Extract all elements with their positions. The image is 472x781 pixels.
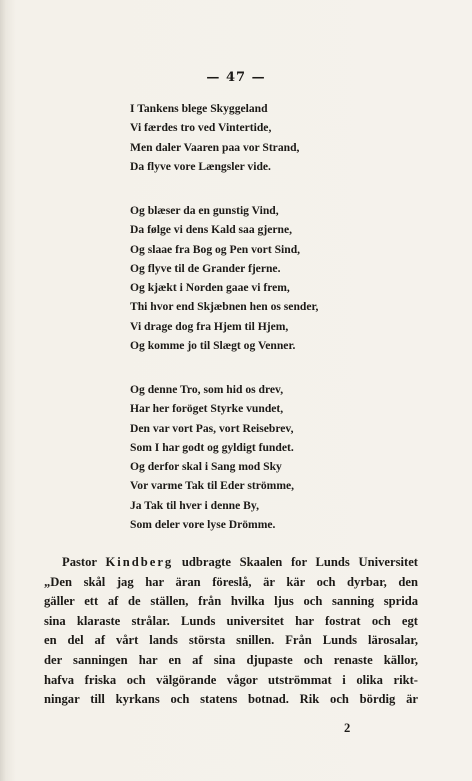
speaker-name: Kindberg <box>105 555 174 569</box>
poem-line: Vi drage dog fra Hjem til Hjem, <box>130 319 289 333</box>
prose-line: en del af vårt lands största snillen. Från Lunds lärosalar, <box>44 633 418 648</box>
poem-line: Da flyve vore Længsler vide. <box>130 159 271 173</box>
poem-line: Den var vort Pas, vort Reisebrev, <box>130 421 294 435</box>
poem-stanza-1 <box>130 99 299 176</box>
poem-line: Som I har godt og gyldigt fundet. <box>130 440 294 454</box>
poem-line: Har her foröget Styrke vundet, <box>130 402 284 416</box>
poem-line: Thi hvor end Skjæbnen hen os sender, <box>130 300 319 314</box>
poem-line: Og derfor skal i Sang mod Sky <box>130 460 282 474</box>
poem-line: Men daler Vaaren paa vor Strand, <box>130 140 300 154</box>
prose-lead-rest: udbragte Skaalen for Lunds Universitet <box>173 555 418 569</box>
poem-line: Som deler vore lyse Drömme. <box>130 518 276 532</box>
prose-lead: Pastor <box>62 555 106 569</box>
prose-line: der sanningen har en af sina djupaste och renaste källor, <box>44 652 418 667</box>
poem-line: Og flyve til de Grander fjerne. <box>130 261 281 275</box>
poem-line: Da følge vi dens Kald saa gjerne, <box>130 223 292 237</box>
poem-line: Og komme jo til Slægt og Venner. <box>130 339 296 353</box>
poem-line: I Tankens blege Skyggeland <box>130 102 268 115</box>
poem-line: Og denne Tro, som hid os drev, <box>130 383 284 396</box>
poem-line: Vor varme Tak til Eder strömme, <box>130 479 295 493</box>
poem-line: Og kjækt i Norden gaae vi frem, <box>130 281 290 295</box>
poem-line: Vi færdes tro ved Vintertide, <box>130 121 272 135</box>
prose-line: hafva friska och välgörande vågor utströmmat i olika rikt- <box>44 672 418 687</box>
prose-paragraph <box>44 553 418 710</box>
poem-line: Ja Tak til hver i denne By, <box>130 498 259 512</box>
poem-line: Og slaae fra Bog og Pen vort Sind, <box>130 242 301 256</box>
prose-line <box>44 553 418 573</box>
signature-mark: 2 <box>344 721 351 735</box>
prose-line: sina klaraste strålar. Lunds universitet har fostrat och egt <box>44 613 418 628</box>
prose-line: ningar till kyrkans och statens botnad. Rik och bördig är <box>44 692 418 707</box>
poem-line: Og blæser da en gunstig Vind, <box>130 204 279 217</box>
prose-line: gäller ett af de ställen, från hvilka ljus och sanning sprida <box>44 594 418 609</box>
poem-stanza-3 <box>130 380 294 534</box>
poem-stanza-2 <box>130 201 318 355</box>
prose-line: „Den skål jag har äran föreslå, är kär och dyrbar, den <box>44 574 418 589</box>
page-number: — 47 — <box>206 70 266 85</box>
